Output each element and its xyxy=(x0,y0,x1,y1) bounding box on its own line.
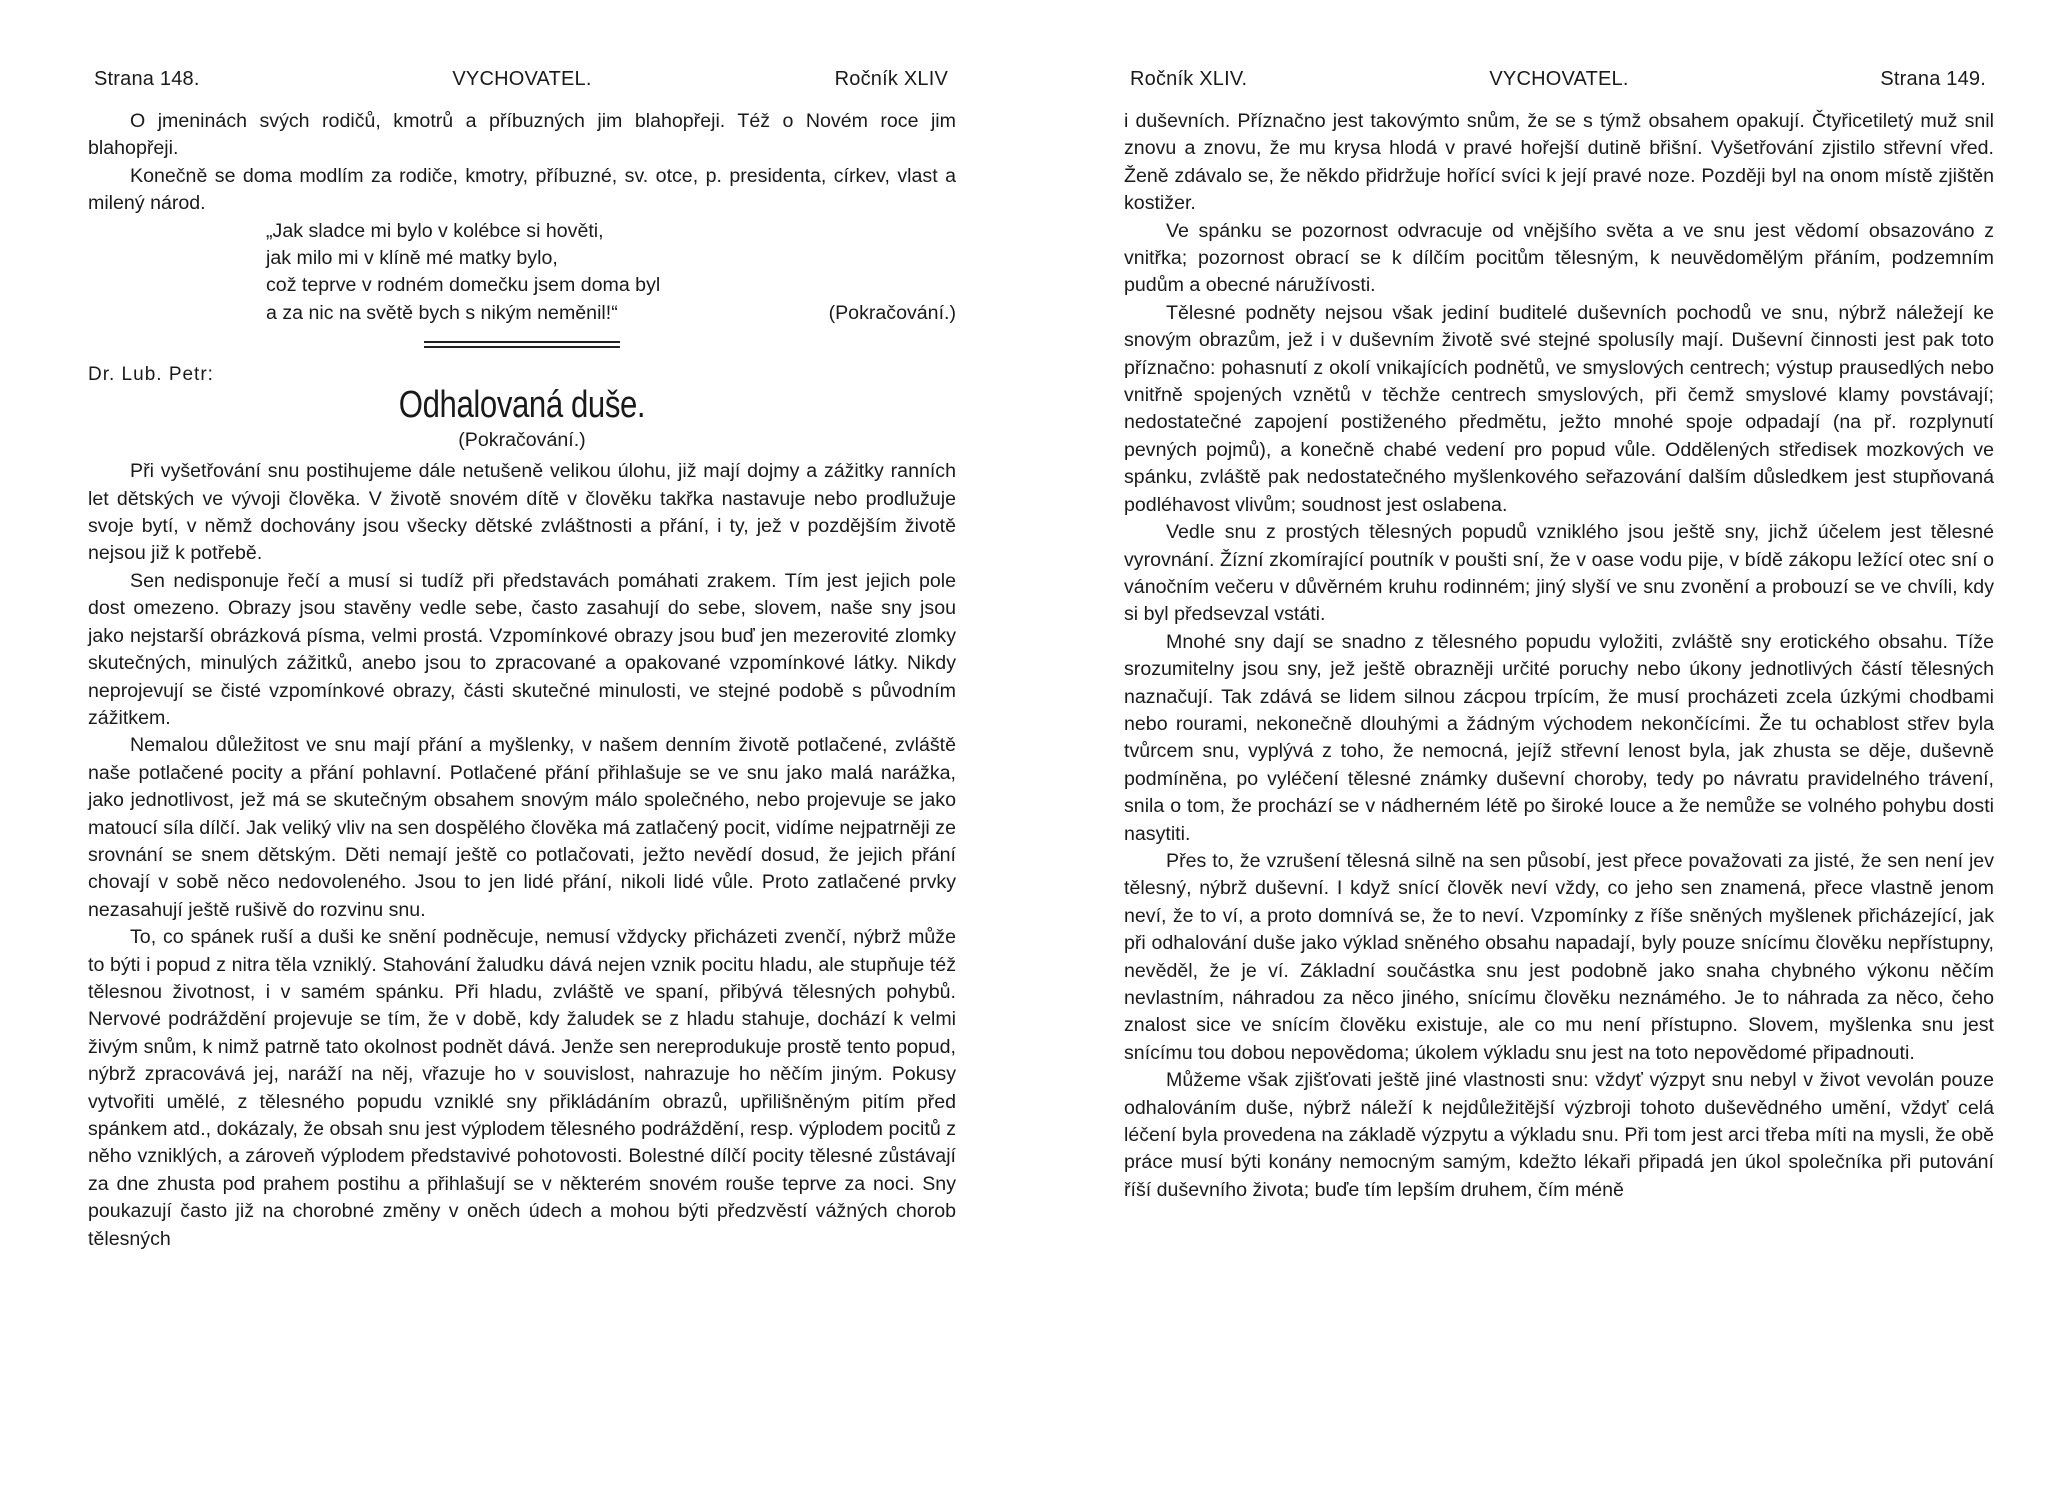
poem-line: jak milo mi v klíně mé matky bylo, xyxy=(266,247,558,270)
article-paragraph: Přes to, že vzrušení tělesná silně na sen působí, jest přece považovati za jisté, že sen není jev tělesný, nýbrž duševní. I když snící člověk neví vždy, co jeho sen znamená, přece vlastně jenom neví, že to ví, a proto domnívá se, že to neví. Vzpomínky z říše sněných myšlenek přicházející, jak při odhalování duše jako výklad sněného obsahu napadají, byly pouze snícímu člověku nepřístupny, nevěděl, že je ví. Základní součástka snu jest podobně jako snaha chybného výkonu něčím nevlastním, náhradou za něco jiného, snícímu člověku neznámého. Je to náhrada za něco, čeho znalost sice ve snícím člověku existuje, ale co mu není přístupno. Slovem, myšlenka snu jest snícímu tou dobou nepovědoma; úkolem výkladu snu jest na toto nepovědomé připadnouti. xyxy=(1124,849,1994,1064)
left-intro xyxy=(88,108,956,218)
journal-title: VYCHOVATEL. xyxy=(1489,68,1629,90)
journal-title: VYCHOVATEL. xyxy=(452,68,592,90)
volume-label: Ročník XLIV xyxy=(834,68,948,90)
article-author: Dr. Lub. Petr: xyxy=(88,364,214,386)
article-body-left xyxy=(88,458,956,1253)
page-number: Strana 148. xyxy=(94,68,200,90)
page-number: Strana 149. xyxy=(1880,68,1986,90)
right-page xyxy=(1124,0,1994,1204)
poem-line: a za nic na světě bych s nikým neměnil!“ xyxy=(266,301,618,324)
divider-line xyxy=(424,346,620,348)
article-paragraph: To, co spánek ruší a duši ke snění podněcuje, nemusí vždycky přicházeti zvenčí, nýbrž může to býti i popud z nitra těla vzniklý. Stahování žaludku dává nejen vznik pocitu hladu, ale stupňuje též tělesnou životnost, i v samém spánku. Při hladu, zvláště ve spaní, přibývá tělesných pohybů. Nervové podráždění projevuje se tím, že v době, kdy žaludek se z hladu stahuje, dochází k velmi živým snům, k nimž patrně tato okolnost podnět dává. Jenže sen nereprodukuje prostě tento popud, nýbrž zpracovává jej, naráží na něj, vřazuje ho v souvislost, nahrazuje ho něčím jiným. Pokusy vytvořiti umělé, z tělesného popudu vzniklé sny přikládáním obrazů, upřilišněným pitím před spánkem atd., dokázaly, že obsah snu jest výplodem tělesného podráždění, resp. výplodem pocitů z něho vzniklých, a zároveň výplodem představivé pohotovosti. Bolestné dílčí pocity tělesné zůstávají za dne zhusta pod prahem postihu a přihlašují se v některém snovém rouše teprve za noci. Sny poukazují často již na chorobné změny v oněch údech a mohou býti předzvěstí vážných chorob tělesných xyxy=(88,926,956,1250)
article-subtitle: (Pokračování.) xyxy=(458,429,586,452)
poem-line: což teprve v rodném domečku jsem doma byl xyxy=(266,274,661,297)
article-paragraph: Nemalou důležitost ve snu mají přání a myšlenky, v našem denním životě potlačené, zvláště naše potlačené pocity a přání pohlavní. Potlačené přání přihlašuje se ve snu jako malá narážka, jako jednotlivost, jež má se skutečným obsahem snovým málo společného, nebo projevuje se jako matoucí síla dílčí. Jak veliký vliv na sen dospělého člověka má zatlačený pocit, vidíme nejpatrněji ze srovnání se snem dětským. Děti nemají ještě co potlačovati, ježto nevědí dosud, že jejich přání chovají v sobě něco nedovoleného. Jsou to jen lidé přání, nikoli lidé vůle. Proto zatlačené prvky nezasahují ještě rušivě do rozvinu snu. xyxy=(88,734,956,921)
poem-line: „Jak sladce mi bylo v kolébce si hověti, xyxy=(266,219,604,242)
article-paragraph: Ve spánku se pozornost odvracuje od vnějšího světa a ve snu jest vědomí obsazováno z vnitřka; pozornost obrací se k dílčím pocitům tělesným, k neuvědomělým přáním, podzemním pudům a obecné náružívosti. xyxy=(1124,219,1994,297)
article-paragraph: Můžeme však zjišťovati ještě jiné vlastnosti snu: vždyť výzpyt snu nebyl v život vevolán pouze odhalováním duše, nýbrž náleží k nejdůležitější výzbroji tohoto duševědného umění, vždyť celá léčení byla provedena na základě výzpytu a výkladu snu. Při tom jest arci třeba míti na mysli, že obě práce musí býti konány nemocným samým, kdežto lékaři připadá jen úkol společníka při putování říší duševního života; buďe tím lepším druhem, čím méně xyxy=(1124,1069,1994,1201)
article-paragraph: Mnohé sny dají se snadno z tělesného popudu vyložiti, zvláště sny erotického obsahu. Tíže srozumitelny jsou sny, jež ještě obrazněji určité poruchy nebo úkony jednotlivých částí tělesných naznačují. Tak zdává se lidem silnou zácpou trpícím, že musí procházeti zcela úzkými chodbami nebo rourami, nekonečně dlouhými a žádným východem nekončícími. Že tu ochablost střev byla tvůrcem snu, vyplývá z toho, že nemocná, jejíž střevní lenost byla, jak zhusta se děje, duševně podmíněna, po vyléčení tělesné známky duševní choroby, tedy po návratu pravidelného trávení, snila o tom, že prochází se v nádherném létě po široké louce a že nemůže se volného pohybu dosti nasytiti. xyxy=(1124,630,1994,845)
article-paragraph: Tělesné podněty nejsou však jediní buditelé duševních pochodů ve snu, nýbrž náležejí ke snovým obrazům, jež i v duševním životě své stejné spolusíly mají. Duševní činnosti jest pak toto příznačno: pohasnutí z okolí vnikajících podnětů, ve smyslových centrech; výstup prausedlých nebo vnitřně spojených vznětů v těchže centrech smyslových, při čemž smyslové klamy povstávají; nedostatečné zapojení postiženého předmětu, ježto mnohé spoje odpadají (na př. rozplynutí pevných pojmů), a konečně chabé vedení pro popud vůle. Oddělených středisek mozkových ve spánku, zvláště pak nedostatečného myšlenkového seřazování dalším důsledkem jest stupňovaná podléhavost vlivům; soudnost jest oslabena. xyxy=(1124,301,1994,516)
section-divider xyxy=(424,341,620,348)
volume-label: Ročník XLIV. xyxy=(1130,68,1248,90)
article-body-right xyxy=(1124,108,1994,1204)
right-page-header xyxy=(1124,68,1994,108)
intro-paragraph: Konečně se doma modlím za rodiče, kmotry, příbuzné, sv. otce, p. presidenta, církev, vlast a milený národ. xyxy=(88,164,956,215)
article-title: Odhalovaná duše. xyxy=(398,384,646,427)
left-page-header xyxy=(88,68,956,108)
poem xyxy=(266,218,956,328)
article-paragraph: i duševních. Příznačno jest takovýmto snům, že se s týmž obsahem opakují. Čtyřicetiletý muž snil znovu a znovu, že mu krysa hlodá v pravé hořejší dutině břišní. Vyšetřování zjistilo střevní vřed. Ženě zdávalo se, že někdo přidržuje hořící svíci k její pravé noze. Později byl na onom místě zjištěn kostižer. xyxy=(1124,110,1994,215)
article-paragraph: Při vyšetřování snu postihujeme dále netušeně velikou úlohu, již mají dojmy a zážitky ranních let dětských ve vývoji člověka. V životě snovém dítě v člověku takřka nastavuje nebo prodlužuje svoje bytí, v němž dochovány jsou všecky dětské zvláštnosti a přání, i ty, jež v pozdějším životě nejsou již k potřebě. xyxy=(88,460,956,565)
left-page xyxy=(88,0,956,1253)
article-paragraph: Sen nedisponuje řečí a musí si tudíž při představách pomáhati zrakem. Tím jest jejich pole dost omezeno. Obrazy jsou stavěny vedle sebe, často zasahují do sebe, slovem, naše sny jsou jako nejstarší obrázková písma, velmi prostá. Vzpomínkové obrazy jsou buď jen mezerovité zlomky skutečných, minulých zážitků, anebo jsou to zpracované a opakované vzpomínkové látky. Nikdy neprojevují se čisté vzpomínkové obrazy, části skutečné minulosti, ve stejné podobě s původním zážitkem. xyxy=(88,569,956,729)
continuation-note: (Pokračování.) xyxy=(828,301,956,324)
article-paragraph: Vedle snu z prostých tělesných popudů vzniklého jsou ještě sny, jichž účelem jest tělesné vyrovnání. Žízní zkomírající poutník v poušti sní, že v oase vodu pije, v bídě zákopu ležící otec sní o vánočním večeru v důvěrném kruhu rodinném; jiný slyší ve snu zvonění a probouzí se ve chvíli, kdy si byl předsevzal vstáti. xyxy=(1124,521,1994,626)
poem-last-row xyxy=(266,300,956,327)
intro-paragraph: O jmeninách svých rodičů, kmotrů a příbuzných jim blahopřeji. Též o Novém roce jim blahopřeji. xyxy=(88,110,956,160)
divider-line xyxy=(424,341,620,343)
